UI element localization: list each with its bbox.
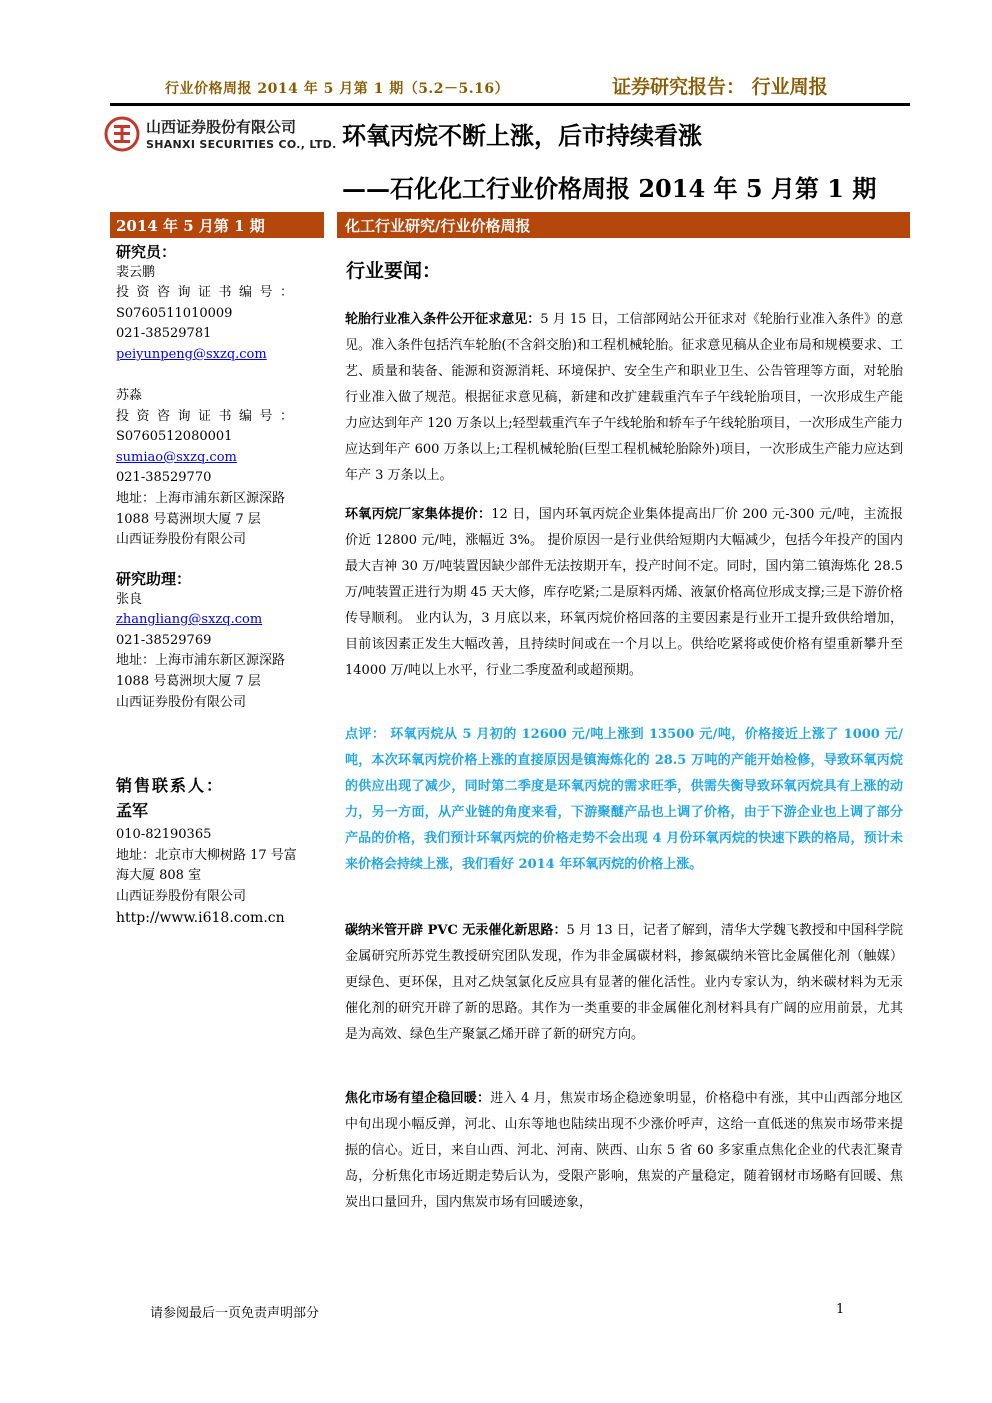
researcher-name: 苏淼 bbox=[116, 388, 143, 403]
researcher-address-line: 地址：上海市浦东新区源深路 bbox=[116, 490, 286, 506]
news-paragraph bbox=[345, 502, 903, 684]
assistant-email-link[interactable]: zhangliang@sxzq.com bbox=[116, 612, 263, 628]
sales-address-line: 海大厦 808 室 bbox=[116, 868, 202, 884]
researcher-address-line: 1088 号葛洲坝大厦 7 层 bbox=[116, 511, 261, 527]
researcher-cert-no: S0760511010009 bbox=[116, 305, 233, 321]
assistant-heading: 研究助理： bbox=[116, 570, 192, 588]
news-lead: 碳纳米管开辟 PVC 无汞催化新思路： bbox=[345, 923, 567, 938]
assistant-address-line: 1088 号葛洲坝大厦 7 层 bbox=[116, 673, 261, 689]
news-lead: 环氧丙烷厂家集体提价： bbox=[345, 507, 492, 522]
assistant-block bbox=[116, 569, 322, 713]
section-title: 行业要闻： bbox=[346, 260, 442, 282]
sales-name: 孟军 bbox=[116, 800, 149, 820]
category-bar bbox=[337, 212, 910, 238]
header-report-type: 证券研究报告： 行业周报 bbox=[612, 76, 828, 98]
company-logo bbox=[104, 114, 337, 158]
issue-label: 2014 年 5 月第 1 期 bbox=[116, 217, 265, 235]
company-logo-icon bbox=[104, 116, 140, 152]
researcher-name: 裴云鹏 bbox=[116, 264, 156, 280]
researcher-phone: 021-38529781 bbox=[116, 326, 212, 342]
researcher-company: 山西证券股份有限公司 bbox=[116, 532, 247, 548]
news-lead: 轮胎行业准入条件公开征求意见： bbox=[345, 312, 541, 327]
news-body: 5 月 13 日，记者了解到，清华大学魏飞教授和中国科学院金属研究所苏党生教授研究团队发现，作为非金属碳材料，掺氮碳纳米管比金属催化剂（触媒）更绿色、更环保，且对乙炔氢氯化反应具有显著的催化活性。业内专家认为，纳米碳材料为无汞催化剂的研究开辟了新的思路。其作为一类重要的非金属催化剂材料具有广阔的应用前景，尤其是为高效、绿色生产聚氯乙烯开辟了新的研究方向。 bbox=[345, 923, 903, 1042]
assistant-company: 山西证券股份有限公司 bbox=[116, 694, 247, 710]
news-body: 进入 4 月，焦炭市场企稳迹象明显，价格稳中有涨，其中山西部分地区中旬出现小幅反弹，河北、山东等地也陆续出现不少涨价呼声，这给一直低迷的焦炭市场带来提振的信心。近日，来自山西、河北、河南、陕西、山东 5 省 60 多家重点焦化企业的代表汇聚青岛，分析焦化市场近期走势后认为，受限产影响，焦炭的产量稳定，随着钢材市场略有回暖、焦炭出口量回升，国内焦炭市场有回暖迹象， bbox=[345, 1091, 903, 1210]
researcher-phone: 021-38529770 bbox=[116, 470, 212, 486]
company-name-cn: 山西证券股份有限公司 bbox=[146, 118, 297, 136]
news-body: 5 月 15 日，工信部网站公开征求对《轮胎行业准入条件》的意见。准入条件包括汽车轮胎(不含斜交胎)和工程机械轮胎。征求意见稿从企业布局和规模要求、工艺、质量和装备、能源和资源消耗、环境保护、安全生产和职业卫生、公告管理等方面，对轮胎行业准入做了规范。根据征求意见稿，新建和改扩建载重汽车子午线轮胎项目，一次形成生产能力应达到年产 120 万条以上;轻型载重汽车子午线轮胎和轿车子午线轮胎项目，一次形成生产能力应达到年产 600 万条以上;工程机械轮胎(巨型工程机械轮胎除外)项目，一次形成生产能力应达到年产 3 万条以上。 bbox=[345, 312, 903, 483]
researchers-block bbox=[116, 242, 322, 366]
page-number: 1 bbox=[836, 1302, 845, 1317]
sales-block bbox=[116, 776, 322, 928]
report-title: 环氧丙烷不断上涨，后市持续看涨 bbox=[342, 121, 702, 150]
researcher-cert-label: 投资咨询证书编号： bbox=[116, 285, 301, 301]
news-paragraph bbox=[345, 918, 903, 1048]
sales-address-line: 地址：北京市大柳树路 17 号富 bbox=[116, 847, 297, 863]
researcher-cert-label: 投资咨询证书编号： bbox=[116, 408, 301, 424]
news-body: 12 日，国内环氧丙烷企业集体提高出厂价 200 元-300 元/吨，主流报价近 12800 元/吨，涨幅近 3%。 提价原因一是行业供给短期内大幅减少，包括今年投产的国内最大吉神 30 万/吨装置因缺少部件无法按期开车，投产时间不定。同时，国内第二镇海炼化 28.5 万/吨装置正进行为期 45 天大修，库存吃紧;二是原料丙烯、液氯价格高位形成支撑;三是下游价格传导顺利。 业内认为，3 月底以来，环氧丙烷价格回落的主要因素是行业开工提升致供给增加，目前该因素正发生大幅改善，且持续时间或在一个月以上。供给吃紧将或使价格有望重新攀升至 14000 万/吨以上水平，行业二季度盈利或超预期。 bbox=[345, 507, 903, 678]
analyst-comment bbox=[345, 722, 903, 878]
company-name-en: SHANXI SECURITIES CO., LTD. bbox=[146, 138, 337, 151]
assistant-phone: 021-38529769 bbox=[116, 632, 212, 648]
category-label: 化工行业研究/行业价格周报 bbox=[345, 217, 531, 235]
footer-disclaimer: 请参阅最后一页免责声明部分 bbox=[150, 1306, 320, 1321]
sales-company: 山西证券股份有限公司 bbox=[116, 888, 247, 904]
assistant-address-line: 地址：上海市浦东新区源深路 bbox=[116, 653, 286, 669]
sales-phone: 010-82190365 bbox=[116, 827, 212, 843]
news-paragraph bbox=[345, 307, 903, 489]
news-paragraph bbox=[345, 1086, 903, 1216]
issue-bar bbox=[110, 212, 324, 238]
sales-heading: 销售联系人： bbox=[116, 776, 225, 795]
researchers-heading: 研究员： bbox=[116, 243, 177, 261]
assistant-name: 张良 bbox=[116, 591, 143, 607]
researcher-2-block bbox=[116, 386, 322, 551]
comment-body: 环氧丙烷从 5 月初的 12600 元/吨上涨到 13500 元/吨，价格接近上涨了 1000 元/吨，本次环氧丙烷价格上涨的直接原因是镇海炼化的 28.5 万吨的产能开始检修，导致环氧丙烷的供应出现了减少，同时第二季度是环氧丙烷的需求旺季，供需失衡导致环氧丙烷具有上涨的动力，另一方面，从产业链的角度来看，下游聚醚产品也上调了价格，由于下游企业也上调了部分产品的价格，我们预计环氧丙烷的价格走势不会出现 4 月份环氧丙烷的快速下跌的格局，预计未来价格会持续上涨，我们看好 2014 年环氧丙烷的价格上涨。 bbox=[345, 727, 903, 872]
comment-lead: 点评： bbox=[345, 727, 386, 742]
sales-website-link[interactable]: http://www.i618.com.cn bbox=[116, 909, 285, 926]
header-divider bbox=[110, 103, 910, 106]
researcher-email-link[interactable]: peiyunpeng@sxzq.com bbox=[116, 346, 267, 362]
researcher-cert-no: S0760512080001 bbox=[116, 429, 233, 445]
researcher-email-link[interactable]: sumiao@sxzq.com bbox=[116, 449, 237, 465]
news-lead: 焦化市场有望企稳回暖： bbox=[345, 1091, 491, 1106]
report-subtitle: ——石化化工行业价格周报 2014 年 5 月第 1 期 bbox=[342, 174, 877, 203]
header-report-period: 行业价格周报 2014 年 5 月第 1 期（5.2－5.16） bbox=[165, 81, 510, 97]
